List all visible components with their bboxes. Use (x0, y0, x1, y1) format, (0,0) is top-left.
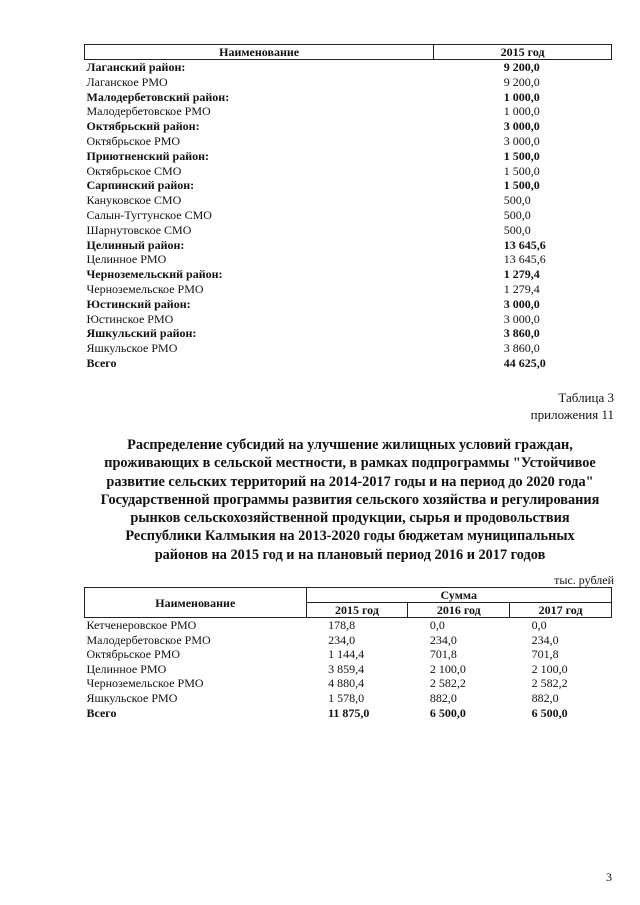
table2-cell-name: Октябрьское РМО (86, 647, 181, 662)
table1-cell-name: Целинное РМО (86, 252, 167, 267)
table1-cell-value: 1 279,4 (503, 281, 540, 296)
units-label: тыс. рублей (554, 573, 614, 587)
table1-row (85, 104, 612, 119)
table1-row (85, 164, 612, 179)
table1-cell-name: Всего (86, 355, 117, 370)
table2-row (85, 676, 612, 691)
table1-cell-name: Сарпинский район: (86, 178, 195, 193)
table1-cell-value: 1 279,4 (503, 267, 540, 282)
table2-row (85, 618, 612, 633)
table1-row (85, 297, 612, 312)
table2-cell-v2017: 2 100,0 (531, 661, 568, 676)
table1-cell-value: 1 500,0 (503, 178, 540, 193)
table1-row (85, 134, 612, 149)
table1-cell-value: 1 500,0 (503, 148, 540, 163)
table1-cell-name: Малодербетовское РМО (86, 104, 211, 119)
table2-cell-v2017: 882,0 (531, 690, 559, 705)
table1-cell-name: Октябрьское СМО (86, 163, 182, 178)
table2-cell-v2016: 2 582,2 (429, 676, 466, 691)
table1-row (85, 149, 612, 164)
table1-cell-name: Октябрьский район: (86, 119, 200, 134)
table-number-label: Таблица 3 (558, 390, 614, 405)
table1-cell-value: 44 625,0 (503, 355, 546, 370)
table1-cell-name: Черноземельское РМО (86, 281, 204, 296)
table2-row (85, 647, 612, 662)
table1-cell-name: Юстинское РМО (86, 311, 174, 326)
table2-row (85, 633, 612, 648)
table2-cell-name: Кетченеровское РМО (86, 618, 197, 632)
table1-row (85, 356, 612, 371)
table1-row (85, 326, 612, 341)
table2-cell-v2016: 701,8 (429, 647, 457, 662)
table2-body (85, 618, 612, 721)
table1-row (85, 267, 612, 282)
table1-cell-value: 1 000,0 (503, 104, 540, 119)
table1-cell-name: Юстинский район: (86, 296, 191, 311)
table1-cell-value: 500,0 (503, 193, 531, 208)
table2-cell-v2015: 1 578,0 (328, 690, 365, 705)
table1-cell-name: Малодербетовский район: (86, 89, 230, 104)
table2-cell-v2015: 4 880,4 (328, 676, 365, 691)
table2-cell-name: Всего (86, 705, 117, 720)
table2-cell-v2017: 2 582,2 (531, 676, 568, 691)
table1-cell-value: 9 200,0 (503, 60, 540, 74)
heading-line: рынков сельскохозяйственной продукции, сырья и продовольствия (130, 510, 570, 527)
table2-cell-v2017: 701,8 (531, 647, 559, 662)
table2-header-sum: Сумма (306, 588, 611, 603)
subsidies-table (84, 587, 612, 720)
heading-line: Республики Калмыкия на 2013-2020 годы бюджетам муниципальных (125, 528, 575, 545)
table2-cell-v2015: 3 859,4 (328, 661, 365, 676)
heading-line: районов на 2015 год и на плановый период 2016 и 2017 годов (154, 546, 546, 563)
heading-line: Государственной программы развития сельского хозяйства и регулирования (100, 491, 600, 508)
table1-cell-value: 500,0 (503, 207, 531, 222)
table1-cell-name: Кануковское СМО (86, 193, 182, 208)
table1-cell-value: 3 000,0 (503, 296, 540, 311)
table2-cell-v2015: 234,0 (328, 632, 356, 647)
table1-row (85, 208, 612, 223)
table1-row (85, 282, 612, 297)
table2-cell-v2016: 2 100,0 (429, 661, 466, 676)
table2-cell-v2017: 0,0 (531, 618, 547, 632)
table1-header-row (85, 45, 612, 60)
heading-line: Распределение субсидий на улучшение жилищных условий граждан, (127, 437, 573, 453)
table2-row (85, 691, 612, 706)
table2-cell-v2016: 6 500,0 (429, 705, 466, 720)
table1-row (85, 178, 612, 193)
appendix-label: приложения 11 (530, 407, 614, 422)
table1-cell-name: Яшкульский район: (86, 326, 197, 341)
table2-row (85, 706, 612, 721)
table2-cell-v2015: 178,8 (328, 618, 356, 632)
table1-cell-value: 9 200,0 (503, 74, 540, 89)
table1-cell-name: Приютненский район: (86, 148, 210, 163)
table2-header-2017: 2017 год (510, 603, 612, 618)
table1-cell-name: Целинный район: (86, 237, 185, 252)
table1-cell-value: 13 645,6 (503, 252, 546, 267)
table1-row (85, 223, 612, 238)
table1-row (85, 75, 612, 90)
document-heading (82, 436, 618, 564)
table1-row (85, 119, 612, 134)
table2-header-name: Наименование (85, 588, 307, 618)
table1-cell-name: Лаганский район: (86, 60, 186, 74)
table1-cell-name: Октябрьское РМО (86, 133, 181, 148)
table2-cell-name: Черноземельское РМО (86, 676, 204, 691)
table1-header-name: Наименование (85, 45, 434, 60)
heading-line: проживающих в сельской местности, в рамках подпрограммы "Устойчивое (104, 455, 596, 472)
table1-cell-value: 13 645,6 (503, 237, 546, 252)
table2-cell-v2016: 882,0 (429, 690, 457, 705)
table2-cell-v2016: 234,0 (429, 632, 457, 647)
table1-row (85, 341, 612, 356)
table1-row (85, 252, 612, 267)
table1-cell-value: 3 860,0 (503, 341, 540, 356)
districts-2015-table (84, 44, 612, 371)
table1-row (85, 60, 612, 75)
table2-cell-name: Целинное РМО (86, 661, 167, 676)
table2-row (85, 662, 612, 677)
table1-cell-value: 3 000,0 (503, 119, 540, 134)
heading-line: развитие сельских территорий на 2014-2017 годы и на период до 2020 года" (106, 473, 594, 490)
table1-body (85, 60, 612, 371)
page-number: 3 (606, 870, 612, 884)
table2-header-2016: 2016 год (408, 603, 510, 618)
table1-row (85, 90, 612, 105)
table1-cell-value: 500,0 (503, 222, 531, 237)
table2-header-2015: 2015 год (306, 603, 408, 618)
table1-cell-name: Салын-Тугтунское СМО (86, 207, 212, 222)
table1-cell-name: Яшкульское РМО (86, 341, 178, 356)
table1-cell-name: Черноземельский район: (86, 267, 223, 282)
table1-cell-name: Лаганское РМО (86, 74, 168, 89)
table2-cell-name: Малодербетовское РМО (86, 632, 211, 647)
table2-cell-v2016: 0,0 (429, 618, 445, 632)
table1-cell-value: 3 860,0 (503, 326, 540, 341)
table2-cell-name: Яшкульское РМО (86, 690, 178, 705)
table1-cell-value: 1 500,0 (503, 163, 540, 178)
table1-cell-value: 3 000,0 (503, 133, 540, 148)
table2-cell-v2017: 6 500,0 (531, 705, 568, 720)
table1-cell-value: 1 000,0 (503, 89, 540, 104)
table2-header-row-1 (85, 588, 612, 603)
table2-cell-v2017: 234,0 (531, 632, 559, 647)
table1-row (85, 238, 612, 253)
table1-cell-value: 3 000,0 (503, 311, 540, 326)
table2-cell-v2015: 11 875,0 (328, 705, 370, 720)
table2-cell-v2015: 1 144,4 (328, 647, 365, 662)
table1-header-year: 2015 год (434, 45, 612, 60)
table1-row (85, 312, 612, 327)
table1-row (85, 193, 612, 208)
table1-cell-name: Шарнутовское СМО (86, 222, 192, 237)
